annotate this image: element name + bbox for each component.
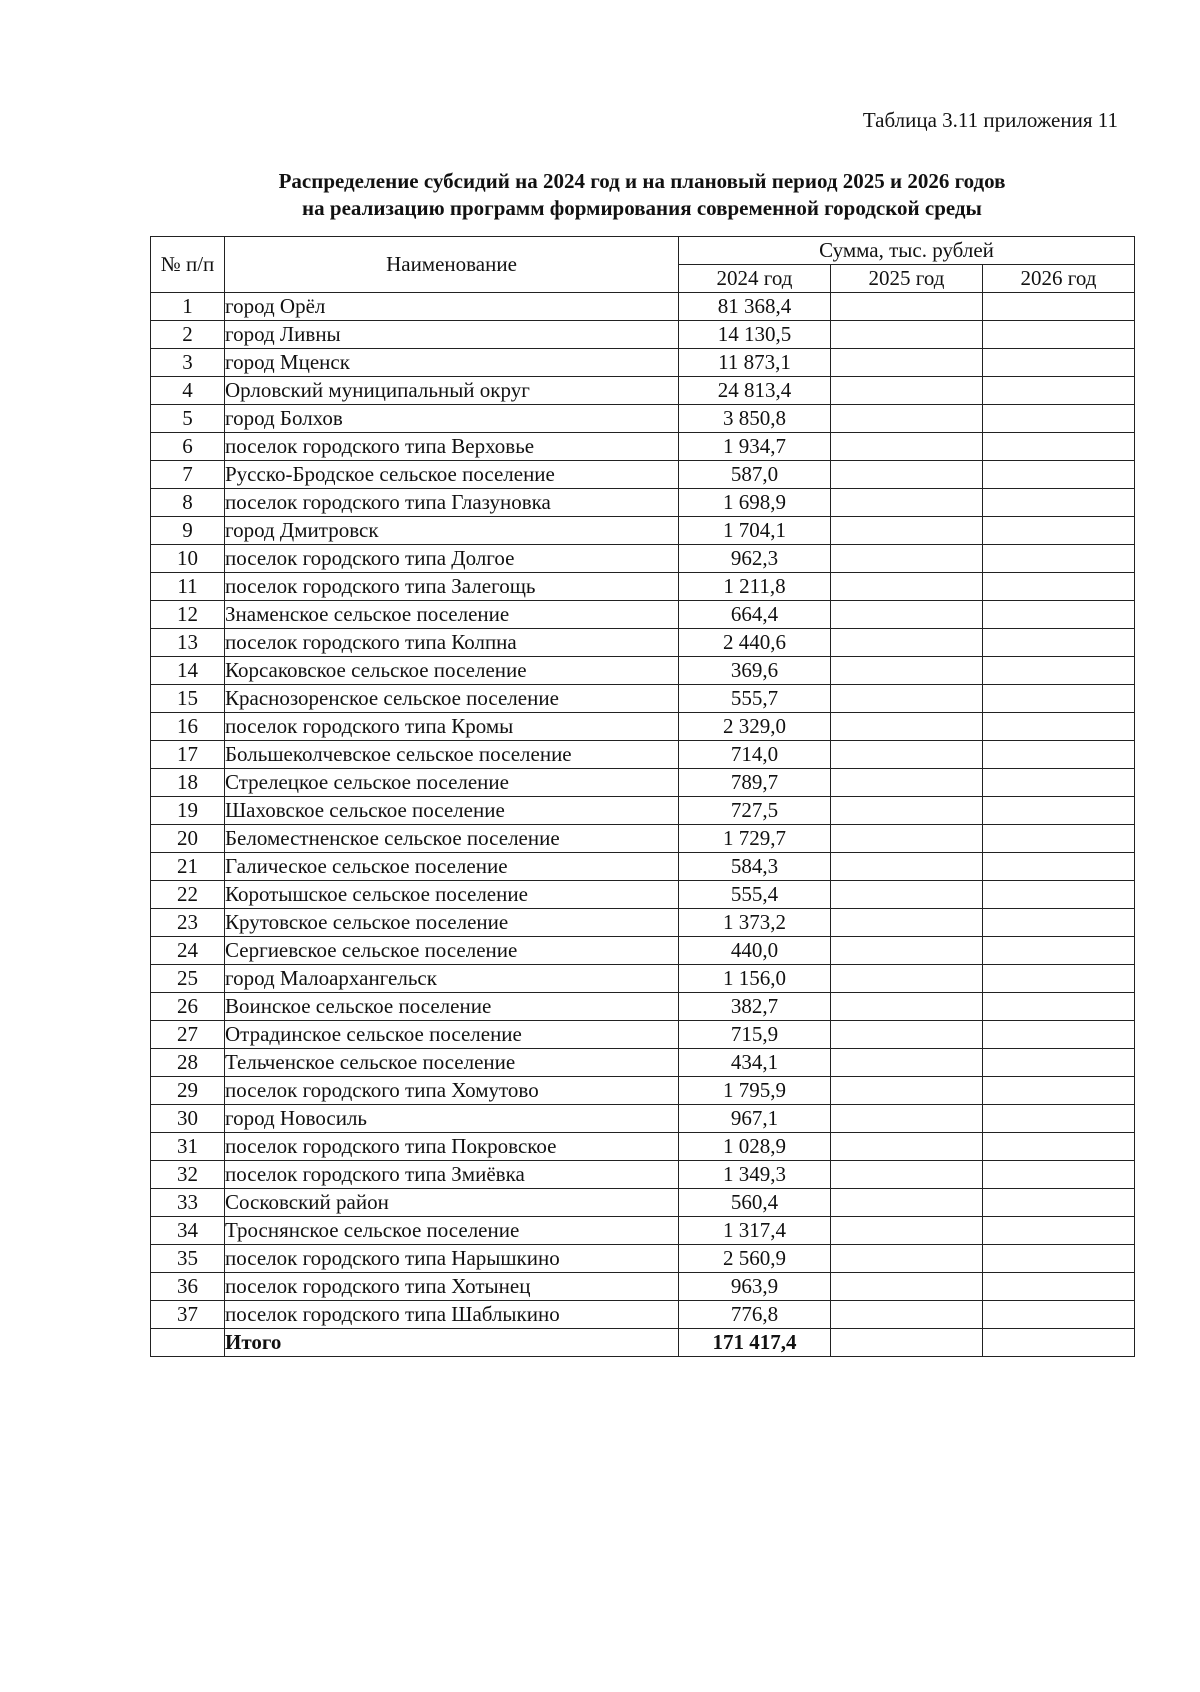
page-reference: Таблица 3.11 приложения 11 (862, 108, 1118, 132)
row-value-2024: 587,0 (679, 461, 831, 489)
row-number: 5 (151, 405, 225, 433)
row-name: поселок городского типа Хомутово (225, 1077, 679, 1105)
row-name: поселок городского типа Покровское (225, 1133, 679, 1161)
row-value-2025 (831, 853, 983, 881)
row-name: Тельченское сельское поселение (225, 1049, 679, 1077)
document-title (150, 168, 1134, 222)
table-row (151, 741, 1135, 769)
row-value-2024: 584,3 (679, 853, 831, 881)
row-name: город Болхов (225, 405, 679, 433)
row-value-2025 (831, 937, 983, 965)
row-name: Коротышское сельское поселение (225, 881, 679, 909)
table-row (151, 769, 1135, 797)
row-value-2026 (983, 741, 1135, 769)
row-name: поселок городского типа Змиёвка (225, 1161, 679, 1189)
row-value-2024: 555,7 (679, 685, 831, 713)
row-name: Отрадинское сельское поселение (225, 1021, 679, 1049)
row-value-2026 (983, 433, 1135, 461)
row-number: 27 (151, 1021, 225, 1049)
row-number: 1 (151, 293, 225, 321)
row-name: поселок городского типа Кромы (225, 713, 679, 741)
row-value-2026 (983, 321, 1135, 349)
row-name: поселок городского типа Залегощь (225, 573, 679, 601)
row-number: 31 (151, 1133, 225, 1161)
row-value-2025 (831, 1245, 983, 1273)
row-value-2024: 967,1 (679, 1105, 831, 1133)
row-name: Воинское сельское поселение (225, 993, 679, 1021)
row-name: город Мценск (225, 349, 679, 377)
row-value-2025 (831, 321, 983, 349)
row-value-2026 (983, 517, 1135, 545)
row-value-2026 (983, 489, 1135, 517)
row-value-2024: 440,0 (679, 937, 831, 965)
row-value-2025 (831, 1189, 983, 1217)
row-value-2024: 2 329,0 (679, 713, 831, 741)
total-2026 (983, 1329, 1135, 1357)
row-value-2024: 1 698,9 (679, 489, 831, 517)
table-row (151, 517, 1135, 545)
row-name: поселок городского типа Хотынец (225, 1273, 679, 1301)
table-row (151, 405, 1135, 433)
row-value-2026 (983, 1217, 1135, 1245)
row-number: 20 (151, 825, 225, 853)
row-name: поселок городского типа Нарышкино (225, 1245, 679, 1273)
row-value-2025 (831, 993, 983, 1021)
row-number: 17 (151, 741, 225, 769)
row-number: 34 (151, 1217, 225, 1245)
table-row (151, 993, 1135, 1021)
row-name: Шаховское сельское поселение (225, 797, 679, 825)
table-row (151, 825, 1135, 853)
total-row (151, 1329, 1135, 1357)
row-number: 10 (151, 545, 225, 573)
row-name: Знаменское сельское поселение (225, 601, 679, 629)
header-year-2024: 2024 год (679, 265, 831, 293)
row-value-2025 (831, 1217, 983, 1245)
row-number: 6 (151, 433, 225, 461)
row-number: 14 (151, 657, 225, 685)
row-name: Орловский муниципальный округ (225, 377, 679, 405)
row-name: поселок городского типа Верховье (225, 433, 679, 461)
row-value-2024: 369,6 (679, 657, 831, 685)
table-row (151, 797, 1135, 825)
row-number: 3 (151, 349, 225, 377)
table-row (151, 433, 1135, 461)
row-value-2025 (831, 769, 983, 797)
table-row (151, 937, 1135, 965)
row-value-2025 (831, 1161, 983, 1189)
header-year-2026: 2026 год (983, 265, 1135, 293)
row-name: поселок городского типа Шаблыкино (225, 1301, 679, 1329)
table-row (151, 461, 1135, 489)
row-name: Краснозоренское сельское поселение (225, 685, 679, 713)
row-value-2025 (831, 1077, 983, 1105)
row-value-2026 (983, 1161, 1135, 1189)
row-number: 26 (151, 993, 225, 1021)
table-row (151, 489, 1135, 517)
table-row (151, 1021, 1135, 1049)
row-name: город Ливны (225, 321, 679, 349)
row-name: город Малоархангельск (225, 965, 679, 993)
row-value-2026 (983, 825, 1135, 853)
row-number: 2 (151, 321, 225, 349)
row-name: город Орёл (225, 293, 679, 321)
row-value-2025 (831, 1021, 983, 1049)
table-row (151, 1273, 1135, 1301)
row-value-2025 (831, 405, 983, 433)
row-name: Корсаковское сельское поселение (225, 657, 679, 685)
row-value-2025 (831, 797, 983, 825)
row-value-2025 (831, 377, 983, 405)
row-number: 18 (151, 769, 225, 797)
header-name: Наименование (225, 237, 679, 293)
row-value-2024: 776,8 (679, 1301, 831, 1329)
row-value-2024: 11 873,1 (679, 349, 831, 377)
row-value-2026 (983, 1133, 1135, 1161)
row-name: Сергиевское сельское поселение (225, 937, 679, 965)
row-value-2026 (983, 1189, 1135, 1217)
row-value-2025 (831, 713, 983, 741)
row-value-2025 (831, 741, 983, 769)
row-value-2026 (983, 881, 1135, 909)
row-value-2026 (983, 1077, 1135, 1105)
row-number: 22 (151, 881, 225, 909)
row-value-2024: 962,3 (679, 545, 831, 573)
row-value-2026 (983, 1301, 1135, 1329)
table-row (151, 853, 1135, 881)
table-row (151, 573, 1135, 601)
row-number: 28 (151, 1049, 225, 1077)
row-number: 35 (151, 1245, 225, 1273)
row-number: 33 (151, 1189, 225, 1217)
row-value-2024: 727,5 (679, 797, 831, 825)
row-value-2026 (983, 377, 1135, 405)
total-2025 (831, 1329, 983, 1357)
row-number: 19 (151, 797, 225, 825)
row-value-2024: 1 156,0 (679, 965, 831, 993)
row-value-2026 (983, 545, 1135, 573)
row-value-2026 (983, 853, 1135, 881)
row-value-2026 (983, 685, 1135, 713)
row-value-2024: 382,7 (679, 993, 831, 1021)
row-value-2025 (831, 657, 983, 685)
table-row (151, 1133, 1135, 1161)
total-label: Итого (225, 1329, 679, 1357)
row-value-2025 (831, 685, 983, 713)
row-value-2026 (983, 405, 1135, 433)
table-row (151, 1105, 1135, 1133)
header-year-2025: 2025 год (831, 265, 983, 293)
row-value-2025 (831, 517, 983, 545)
table-body (151, 293, 1135, 1329)
row-number: 23 (151, 909, 225, 937)
table-row (151, 629, 1135, 657)
total-2024: 171 417,4 (679, 1329, 831, 1357)
row-value-2026 (983, 713, 1135, 741)
title-line-2: на реализацию программ формирования современной городской среды (302, 196, 982, 220)
subsidy-distribution-table (150, 236, 1135, 1357)
row-value-2024: 1 729,7 (679, 825, 831, 853)
table-row (151, 1245, 1135, 1273)
row-value-2024: 715,9 (679, 1021, 831, 1049)
row-value-2026 (983, 1273, 1135, 1301)
row-value-2025 (831, 601, 983, 629)
row-name: город Новосиль (225, 1105, 679, 1133)
total-number (151, 1329, 225, 1357)
table-row (151, 685, 1135, 713)
row-value-2024: 1 795,9 (679, 1077, 831, 1105)
row-value-2024: 1 704,1 (679, 517, 831, 545)
row-value-2026 (983, 349, 1135, 377)
row-value-2025 (831, 1049, 983, 1077)
row-value-2025 (831, 1133, 983, 1161)
row-value-2024: 81 368,4 (679, 293, 831, 321)
table-row (151, 657, 1135, 685)
row-value-2026 (983, 797, 1135, 825)
row-value-2024: 1 349,3 (679, 1161, 831, 1189)
table-row (151, 1049, 1135, 1077)
row-name: поселок городского типа Долгое (225, 545, 679, 573)
row-value-2025 (831, 545, 983, 573)
row-value-2024: 2 560,9 (679, 1245, 831, 1273)
row-value-2026 (983, 993, 1135, 1021)
row-value-2026 (983, 293, 1135, 321)
row-number: 21 (151, 853, 225, 881)
table-row (151, 881, 1135, 909)
row-value-2026 (983, 601, 1135, 629)
row-value-2025 (831, 881, 983, 909)
table-row (151, 293, 1135, 321)
table-row (151, 1301, 1135, 1329)
row-value-2024: 789,7 (679, 769, 831, 797)
row-value-2025 (831, 461, 983, 489)
row-number: 29 (151, 1077, 225, 1105)
table-row (151, 965, 1135, 993)
row-number: 11 (151, 573, 225, 601)
table-row (151, 1161, 1135, 1189)
row-number: 16 (151, 713, 225, 741)
row-value-2024: 555,4 (679, 881, 831, 909)
row-value-2025 (831, 629, 983, 657)
row-name: Сосковский район (225, 1189, 679, 1217)
table-row (151, 545, 1135, 573)
row-value-2025 (831, 1105, 983, 1133)
table-row (151, 1189, 1135, 1217)
row-value-2025 (831, 349, 983, 377)
row-value-2025 (831, 1273, 983, 1301)
row-value-2026 (983, 1021, 1135, 1049)
table-row (151, 321, 1135, 349)
row-value-2026 (983, 909, 1135, 937)
row-name: Русско-Бродское сельское поселение (225, 461, 679, 489)
row-number: 4 (151, 377, 225, 405)
row-value-2025 (831, 909, 983, 937)
row-value-2026 (983, 461, 1135, 489)
row-number: 25 (151, 965, 225, 993)
row-value-2026 (983, 769, 1135, 797)
row-value-2024: 714,0 (679, 741, 831, 769)
row-name: Троснянское сельское поселение (225, 1217, 679, 1245)
row-value-2024: 14 130,5 (679, 321, 831, 349)
row-number: 32 (151, 1161, 225, 1189)
row-value-2026 (983, 573, 1135, 601)
row-name: поселок городского типа Колпна (225, 629, 679, 657)
row-value-2024: 560,4 (679, 1189, 831, 1217)
title-line-1: Распределение субсидий на 2024 год и на плановый период 2025 и 2026 годов (278, 169, 1006, 193)
row-number: 7 (151, 461, 225, 489)
row-value-2024: 2 440,6 (679, 629, 831, 657)
row-name: Крутовское сельское поселение (225, 909, 679, 937)
row-number: 24 (151, 937, 225, 965)
row-value-2025 (831, 965, 983, 993)
row-value-2024: 1 373,2 (679, 909, 831, 937)
row-name: город Дмитровск (225, 517, 679, 545)
row-value-2026 (983, 965, 1135, 993)
row-value-2024: 1 028,9 (679, 1133, 831, 1161)
row-number: 13 (151, 629, 225, 657)
row-name: Стрелецкое сельское поселение (225, 769, 679, 797)
header-number: № п/п (151, 237, 225, 293)
row-value-2026 (983, 1105, 1135, 1133)
row-value-2025 (831, 293, 983, 321)
table-row (151, 601, 1135, 629)
row-value-2025 (831, 433, 983, 461)
table-row (151, 713, 1135, 741)
row-value-2026 (983, 937, 1135, 965)
row-number: 9 (151, 517, 225, 545)
row-name: Галическое сельское поселение (225, 853, 679, 881)
row-value-2024: 434,1 (679, 1049, 831, 1077)
row-name: Большеколчевское сельское поселение (225, 741, 679, 769)
row-value-2025 (831, 825, 983, 853)
row-value-2025 (831, 1301, 983, 1329)
row-value-2024: 1 317,4 (679, 1217, 831, 1245)
row-value-2026 (983, 1245, 1135, 1273)
row-number: 37 (151, 1301, 225, 1329)
row-name: Беломестненское сельское поселение (225, 825, 679, 853)
row-value-2026 (983, 629, 1135, 657)
row-value-2025 (831, 489, 983, 517)
row-value-2025 (831, 573, 983, 601)
table-row (151, 1217, 1135, 1245)
row-value-2024: 963,9 (679, 1273, 831, 1301)
table-row (151, 349, 1135, 377)
row-value-2026 (983, 1049, 1135, 1077)
table-row (151, 909, 1135, 937)
row-number: 15 (151, 685, 225, 713)
row-value-2024: 1 934,7 (679, 433, 831, 461)
row-number: 12 (151, 601, 225, 629)
row-value-2024: 664,4 (679, 601, 831, 629)
row-value-2024: 1 211,8 (679, 573, 831, 601)
header-sum: Сумма, тыс. рублей (679, 237, 1135, 265)
row-name: поселок городского типа Глазуновка (225, 489, 679, 517)
row-number: 8 (151, 489, 225, 517)
row-value-2024: 24 813,4 (679, 377, 831, 405)
row-number: 30 (151, 1105, 225, 1133)
table-row (151, 1077, 1135, 1105)
table-row (151, 377, 1135, 405)
row-number: 36 (151, 1273, 225, 1301)
row-value-2026 (983, 657, 1135, 685)
row-value-2024: 3 850,8 (679, 405, 831, 433)
